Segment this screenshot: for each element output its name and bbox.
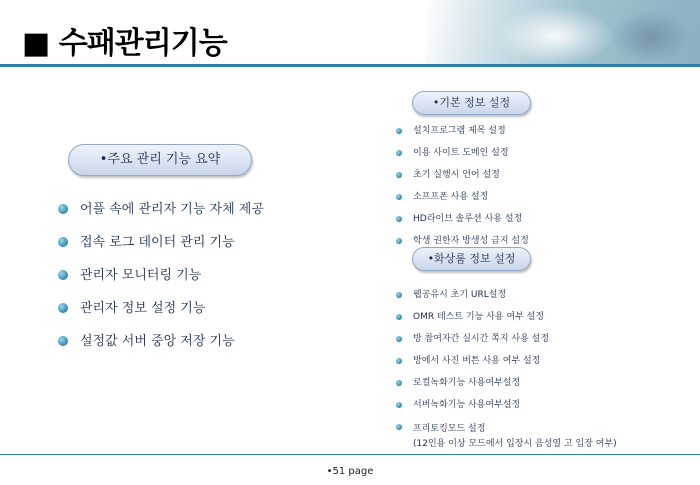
list-item-label: HD라이브 솔루션 사용 설정	[413, 214, 523, 224]
list-item-label: 방에서 사진 버튼 사용 여부 설정	[413, 356, 541, 366]
bullet-icon	[58, 237, 68, 247]
bullet-icon	[396, 402, 402, 408]
room-info-list	[396, 290, 617, 452]
list-item-sublabel: (12인용 이상 모드에서 입장시 음성열 고 입장 여부)	[413, 439, 617, 449]
list-item	[396, 126, 529, 148]
list-item-label: 어플 속에 관리자 기능 자체 제공	[80, 202, 264, 217]
bullet-icon	[396, 314, 402, 320]
bullet-icon	[396, 128, 402, 134]
list-item	[396, 214, 529, 236]
list-item	[396, 312, 617, 334]
list-item-label: 이용 사이트 도메인 설정	[413, 148, 509, 158]
bullet-icon	[396, 358, 402, 364]
list-item-label: 학생 권한자 방생성 금지 설정	[413, 236, 529, 246]
bullet-icon	[58, 303, 68, 313]
main-feature-list	[58, 203, 264, 368]
list-item-label: 프리토킹모드 설정	[413, 424, 486, 434]
list-item	[396, 356, 617, 378]
list-item-label: OMR 테스트 기능 사용 여부 설정	[413, 312, 545, 322]
list-item-label: 서버녹화기능 사용여부설정	[413, 400, 521, 410]
list-item-label: 방 참여자간 실시간 쪽지 사용 설정	[413, 334, 550, 344]
basic-info-list	[396, 126, 529, 250]
list-item	[396, 422, 617, 452]
bullet-icon	[58, 336, 68, 346]
bullet-icon	[396, 292, 402, 298]
footer-divider	[0, 454, 700, 455]
title-divider	[0, 64, 700, 67]
bullet-icon	[396, 238, 402, 244]
page-number: •51 page	[326, 466, 374, 477]
banner-shade	[610, 10, 690, 64]
bullet-icon	[396, 172, 402, 178]
list-item	[396, 400, 617, 422]
list-item-label: 로컬녹화기능 사용여부설정	[413, 378, 521, 388]
list-item	[58, 302, 264, 335]
list-item	[396, 378, 617, 400]
list-item	[58, 335, 264, 368]
bullet-icon	[396, 380, 402, 386]
list-item-label: 웹공유시 초기 URL설정	[413, 290, 507, 300]
list-item-label: 초기 실행시 언어 설정	[413, 170, 500, 180]
title-banner-image	[425, 0, 700, 64]
list-item-label: 설치프로그램 제목 설정	[413, 126, 506, 136]
list-item-label: 소프프폰 사용 설정	[413, 192, 489, 202]
main-summary-pill: •주요 관리 기능 요약	[68, 144, 252, 176]
list-item	[396, 334, 617, 356]
bullet-icon	[396, 150, 402, 156]
bullet-icon	[58, 204, 68, 214]
list-item	[58, 269, 264, 302]
list-item-label: 설정값 서버 중앙 저장 기능	[80, 334, 235, 349]
list-item	[58, 236, 264, 269]
list-item	[58, 203, 264, 236]
list-item-label: 접속 로그 데이터 관리 기능	[80, 235, 235, 250]
list-item	[396, 170, 529, 192]
room-info-pill: •화상룸 정보 설정	[412, 247, 531, 271]
list-item-label: 관리자 정보 설정 기능	[80, 301, 206, 316]
bullet-icon	[396, 216, 402, 222]
bullet-icon	[58, 270, 68, 280]
list-item	[396, 148, 529, 170]
bullet-icon	[396, 194, 402, 200]
list-item	[396, 290, 617, 312]
list-item-label: 관리자 모니터링 기능	[80, 268, 202, 283]
banner-glow	[495, 6, 615, 64]
list-item	[396, 192, 529, 214]
basic-info-pill: •기본 정보 설정	[412, 91, 531, 115]
slide-title: ■ 수패관리기능	[22, 26, 227, 61]
bullet-icon	[396, 424, 402, 430]
bullet-icon	[396, 336, 402, 342]
